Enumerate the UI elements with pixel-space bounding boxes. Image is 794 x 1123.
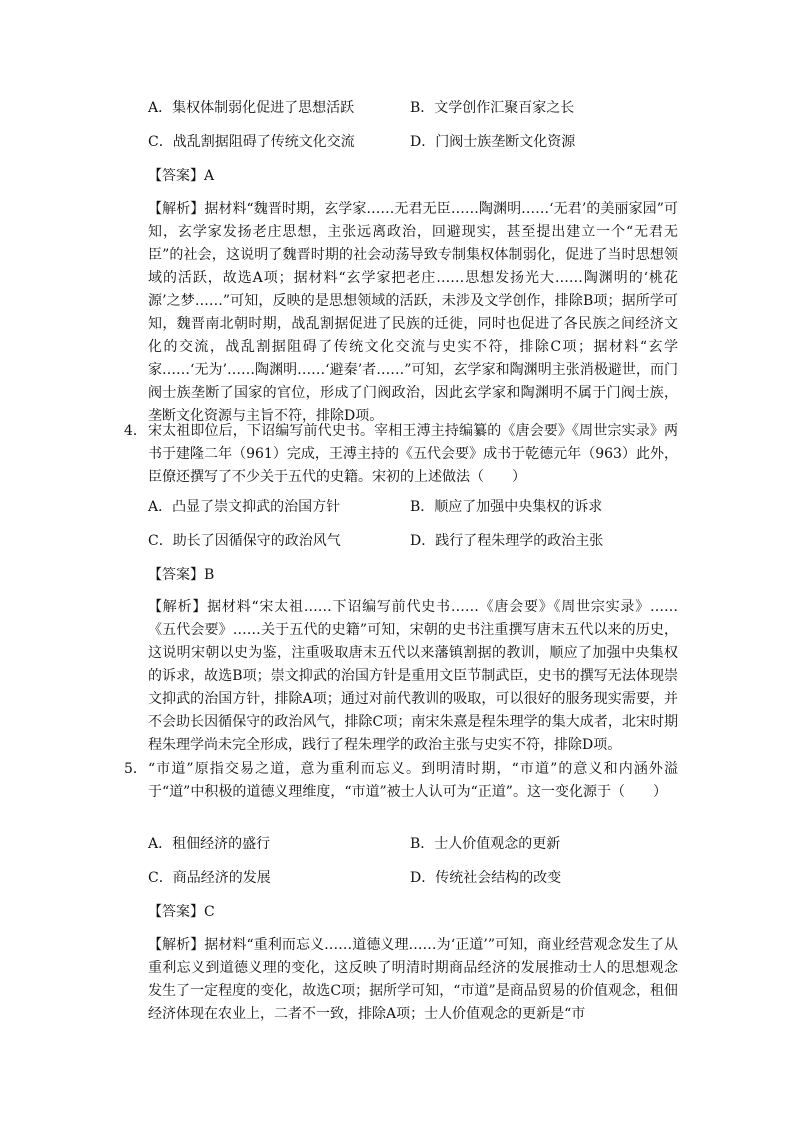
q4-number: 4． <box>124 423 147 439</box>
q3-analysis: 【解析】据材料“魏晋时期，玄学家……无君无臣……陶渊明……‘无君’的美丽家园”可知，玄学家发扬老庄思想，主张远离政治，回避现实，甚至提出建立一个“无君无臣”的社会，这说明了魏晋时期的社会动荡导致专制集权体制弱化，促进了当时思想领域的活跃，故选A项；据材料“玄学家把老庄……思想发扬光大……陶渊明的‘桃花源’之梦……”可知，反映的是思想领域的活跃，未涉及文学创作，排除B项；据所学可知，魏晋南北朝时期，战乱割据促进了民族的迁徙，同时也促进了各民族之间经济文化的交流，战乱割据阻碍了传统文化交流与史实不符，排除C项；据材料“玄学家……‘无为’……陶渊明……‘避秦’者……”可知，玄学家和陶渊明主张消极避世，而门阀士族垄断了国家的官位，形成了门阀政治，因此玄学家和陶渊明不属于门阀士族，垄断文化资源与主旨不符，排除D项。 <box>148 201 678 424</box>
q5-number: 5． <box>124 761 147 777</box>
q3-option-d: D．门阀士族垄断文化资源 <box>410 134 576 150</box>
q4-analysis: 【解析】据材料“宋太祖……下诏编写前代史书……《唐会要》《周世宗实录》……《五代会要》……关于五代的史籍”可知，宋朝的史书注重撰写唐末五代以来的历史，这说明宋朝以史为鉴，注重吸取唐末五代以来藩镇割据的教训，顺应了加强中央集权的诉求，故选B项；崇文抑武的治国方针是重用文臣节制武臣，史书的撰写无法体现崇文抑武的治国方针，排除A项；通过对前代教训的吸取，可以很好的服务现实需要，并不会助长因循保守的政治风气，排除C项；南宋朱熹是程朱理学的集大成者，北宋时期程朱理学尚未完全形成，践行了程朱理学的政治主张与史实不符，排除D项。 <box>148 599 678 753</box>
q4-option-c: C．助长了因循保守的政治风气 <box>148 533 341 549</box>
q5-analysis: 【解析】据材料“重利而忘义……道德义理……为‘正道’”可知，商业经营观念发生了从重利忘义到道德义理的变化，这反映了明清时期商品经济的发展推动士人的思想观念发生了一定程度的变化，故选C项；据所学可知，“市道”是商品贸易的价值观念，租佃经济体现在农业上，二者不一致，排除A项；士人价值观念的更新是“市 <box>148 937 678 1022</box>
q4-answer: 【答案】B <box>148 567 215 583</box>
q3-option-c: C．战乱割据阻碍了传统文化交流 <box>148 134 355 150</box>
q3-answer: 【答案】A <box>148 168 215 184</box>
q4-stem: 宋太祖即位后，下诏编写前代史书。宰相王溥主持编纂的《唐会要》《周世宗实录》两书于建隆二年（961）完成，王溥主持的《五代会要》成书于乾德元年（963）此外，臣僚还撰写了不少关于五代的史籍。宋初的上述做法（ ） <box>148 423 678 485</box>
q5-stem: “市道”原指交易之道，意为重利而忘义。到明清时期，“市道”的意义和内涵外溢于“道”中积极的道德义理维度，“市道”被士人认可为“正道”。这一变化源于（ ） <box>148 761 678 800</box>
q4-option-a: A．凸显了崇文抑武的治国方针 <box>148 499 341 515</box>
q4-option-d: D．践行了程朱理学的政治主张 <box>410 533 604 549</box>
q4-option-b: B．顺应了加强中央集权的诉求 <box>410 499 603 515</box>
q3-option-a: A．集权体制弱化促进了思想活跃 <box>148 100 355 116</box>
q5-option-b: B．士人价值观念的更新 <box>410 836 561 852</box>
q3-option-b: B．文学创作汇聚百家之长 <box>410 100 575 116</box>
q5-option-d: D．传统社会结构的改变 <box>410 870 562 886</box>
q5-option-c: C．商品经济的发展 <box>148 870 271 886</box>
q5-answer: 【答案】C <box>148 904 215 920</box>
q5-option-a: A．租佃经济的盛行 <box>148 836 271 852</box>
